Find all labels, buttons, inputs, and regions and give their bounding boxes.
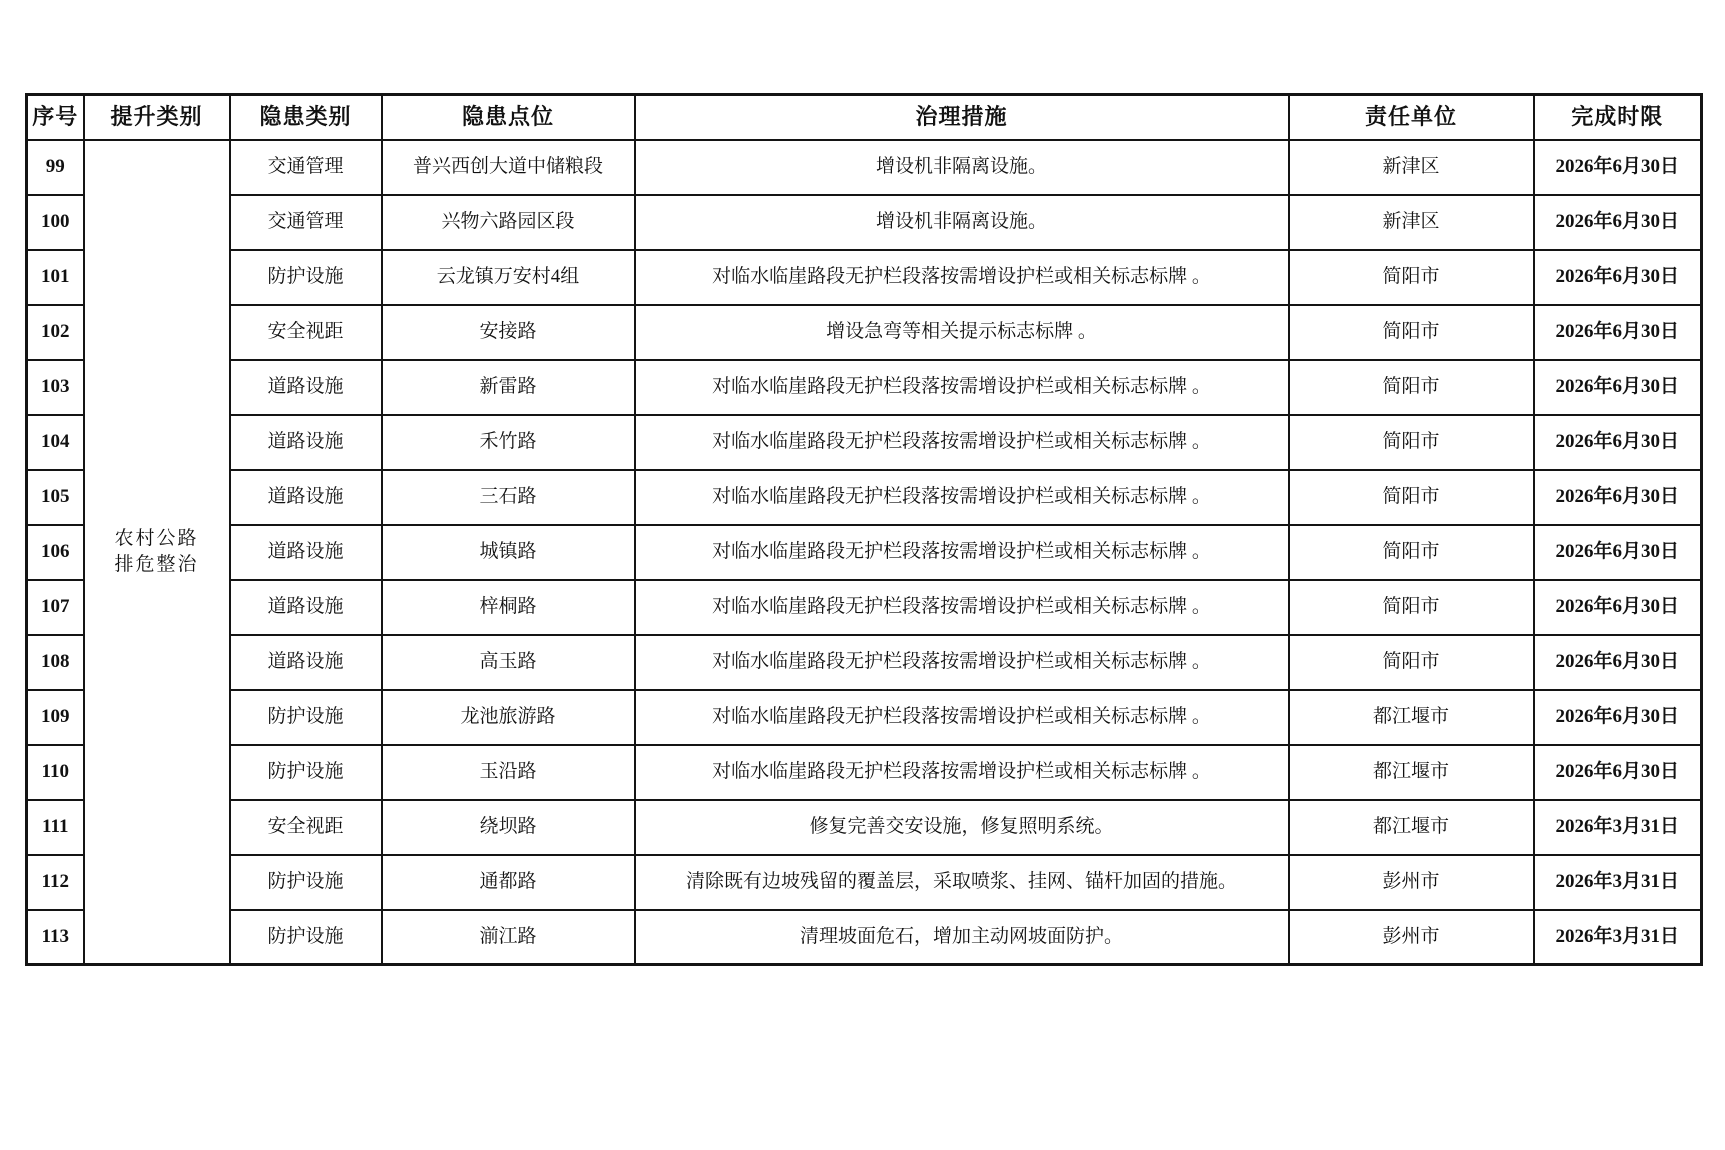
measures-cell: 增设机非隔离设施。: [635, 140, 1289, 195]
location-cell: 云龙镇万安村4组: [382, 250, 635, 305]
deadline-cell: 2026年3月31日: [1534, 855, 1702, 910]
table-row: [27, 195, 1702, 250]
table-row: [27, 525, 1702, 580]
location-cell: 湔江路: [382, 910, 635, 965]
location-cell: 龙池旅游路: [382, 690, 635, 745]
header-category: 提升类别: [84, 95, 230, 140]
hazard-type-cell: 道路设施: [230, 470, 382, 525]
measures-cell: 对临水临崖路段无护栏段落按需增设护栏或相关标志标牌 。: [635, 415, 1289, 470]
merged-category-cell: [84, 140, 230, 965]
deadline-cell: 2026年6月30日: [1534, 525, 1702, 580]
measures-cell: 对临水临崖路段无护栏段落按需增设护栏或相关标志标牌 。: [635, 745, 1289, 800]
hazard-type-cell: 道路设施: [230, 635, 382, 690]
hazard-type-cell: 交通管理: [230, 195, 382, 250]
hazard-type-cell: 道路设施: [230, 415, 382, 470]
table-row: [27, 635, 1702, 690]
hazard-type-cell: 道路设施: [230, 525, 382, 580]
unit-cell: 简阳市: [1289, 250, 1534, 305]
unit-cell: 简阳市: [1289, 305, 1534, 360]
deadline-cell: 2026年6月30日: [1534, 140, 1702, 195]
table-row: [27, 470, 1702, 525]
remediation-table: [25, 93, 1703, 966]
hazard-type-cell: 防护设施: [230, 855, 382, 910]
deadline-cell: 2026年6月30日: [1534, 690, 1702, 745]
unit-cell: 简阳市: [1289, 525, 1534, 580]
unit-cell: 彭州市: [1289, 910, 1534, 965]
location-cell: 兴物六路园区段: [382, 195, 635, 250]
hazard-type-cell: 防护设施: [230, 250, 382, 305]
measures-cell: 清除既有边坡残留的覆盖层，采取喷浆、挂网、锚杆加固的措施。: [635, 855, 1289, 910]
row-number-cell: 103: [27, 360, 84, 415]
row-number-cell: 106: [27, 525, 84, 580]
row-number-cell: 101: [27, 250, 84, 305]
location-cell: 城镇路: [382, 525, 635, 580]
table-row: [27, 250, 1702, 305]
hazard-type-cell: 防护设施: [230, 910, 382, 965]
location-cell: 安接路: [382, 305, 635, 360]
hazard-type-cell: 道路设施: [230, 580, 382, 635]
measures-cell: 对临水临崖路段无护栏段落按需增设护栏或相关标志标牌 。: [635, 635, 1289, 690]
location-cell: 玉沿路: [382, 745, 635, 800]
table-row: [27, 745, 1702, 800]
deadline-cell: 2026年6月30日: [1534, 635, 1702, 690]
measures-cell: 对临水临崖路段无护栏段落按需增设护栏或相关标志标牌 。: [635, 525, 1289, 580]
measures-cell: 增设机非隔离设施。: [635, 195, 1289, 250]
unit-cell: 简阳市: [1289, 580, 1534, 635]
unit-cell: 彭州市: [1289, 855, 1534, 910]
table-row: [27, 580, 1702, 635]
deadline-cell: 2026年6月30日: [1534, 580, 1702, 635]
hazard-type-cell: 安全视距: [230, 800, 382, 855]
row-number-cell: 99: [27, 140, 84, 195]
row-number-cell: 102: [27, 305, 84, 360]
hazard-type-cell: 交通管理: [230, 140, 382, 195]
header-measures: 治理措施: [635, 95, 1289, 140]
table-row: [27, 305, 1702, 360]
unit-cell: 都江堰市: [1289, 745, 1534, 800]
table-row: [27, 415, 1702, 470]
deadline-cell: 2026年6月30日: [1534, 745, 1702, 800]
deadline-cell: 2026年6月30日: [1534, 470, 1702, 525]
unit-cell: 新津区: [1289, 195, 1534, 250]
location-cell: 绕坝路: [382, 800, 635, 855]
deadline-cell: 2026年6月30日: [1534, 415, 1702, 470]
header-row: [27, 95, 1702, 140]
header-no: 序号: [27, 95, 84, 140]
deadline-cell: 2026年6月30日: [1534, 195, 1702, 250]
location-cell: 普兴西创大道中储粮段: [382, 140, 635, 195]
row-number-cell: 108: [27, 635, 84, 690]
unit-cell: 新津区: [1289, 140, 1534, 195]
row-number-cell: 104: [27, 415, 84, 470]
hazard-type-cell: 安全视距: [230, 305, 382, 360]
unit-cell: 简阳市: [1289, 470, 1534, 525]
category-line-2: 排危整治: [114, 553, 199, 575]
table-row: [27, 800, 1702, 855]
row-number-cell: 109: [27, 690, 84, 745]
hazard-type-cell: 防护设施: [230, 690, 382, 745]
deadline-cell: 2026年3月31日: [1534, 800, 1702, 855]
deadline-cell: 2026年6月30日: [1534, 250, 1702, 305]
measures-cell: 对临水临崖路段无护栏段落按需增设护栏或相关标志标牌 。: [635, 360, 1289, 415]
table-row: [27, 140, 1702, 195]
row-number-cell: 107: [27, 580, 84, 635]
unit-cell: 简阳市: [1289, 360, 1534, 415]
deadline-cell: 2026年3月31日: [1534, 910, 1702, 965]
hazard-type-cell: 防护设施: [230, 745, 382, 800]
measures-cell: 增设急弯等相关提示标志标牌 。: [635, 305, 1289, 360]
row-number-cell: 112: [27, 855, 84, 910]
hazard-type-cell: 道路设施: [230, 360, 382, 415]
unit-cell: 简阳市: [1289, 415, 1534, 470]
row-number-cell: 113: [27, 910, 84, 965]
location-cell: 梓桐路: [382, 580, 635, 635]
deadline-cell: 2026年6月30日: [1534, 360, 1702, 415]
table-row: [27, 910, 1702, 965]
table-row: [27, 855, 1702, 910]
unit-cell: 都江堰市: [1289, 800, 1534, 855]
measures-cell: 对临水临崖路段无护栏段落按需增设护栏或相关标志标牌 。: [635, 250, 1289, 305]
header-location: 隐患点位: [382, 95, 635, 140]
header-deadline: 完成时限: [1534, 95, 1702, 140]
row-number-cell: 100: [27, 195, 84, 250]
measures-cell: 对临水临崖路段无护栏段落按需增设护栏或相关标志标牌 。: [635, 470, 1289, 525]
table-row: [27, 360, 1702, 415]
measures-cell: 对临水临崖路段无护栏段落按需增设护栏或相关标志标牌 。: [635, 580, 1289, 635]
measures-cell: 对临水临崖路段无护栏段落按需增设护栏或相关标志标牌 。: [635, 690, 1289, 745]
location-cell: 高玉路: [382, 635, 635, 690]
measures-cell: 修复完善交安设施，修复照明系统。: [635, 800, 1289, 855]
location-cell: 三石路: [382, 470, 635, 525]
location-cell: 通都路: [382, 855, 635, 910]
row-number-cell: 105: [27, 470, 84, 525]
table-row: [27, 690, 1702, 745]
row-number-cell: 111: [27, 800, 84, 855]
location-cell: 新雷路: [382, 360, 635, 415]
measures-cell: 清理坡面危石，增加主动网坡面防护。: [635, 910, 1289, 965]
location-cell: 禾竹路: [382, 415, 635, 470]
header-unit: 责任单位: [1289, 95, 1534, 140]
header-hazard-type: 隐患类别: [230, 95, 382, 140]
unit-cell: 都江堰市: [1289, 690, 1534, 745]
unit-cell: 简阳市: [1289, 635, 1534, 690]
row-number-cell: 110: [27, 745, 84, 800]
category-line-1: 农村公路: [114, 528, 199, 550]
deadline-cell: 2026年6月30日: [1534, 305, 1702, 360]
